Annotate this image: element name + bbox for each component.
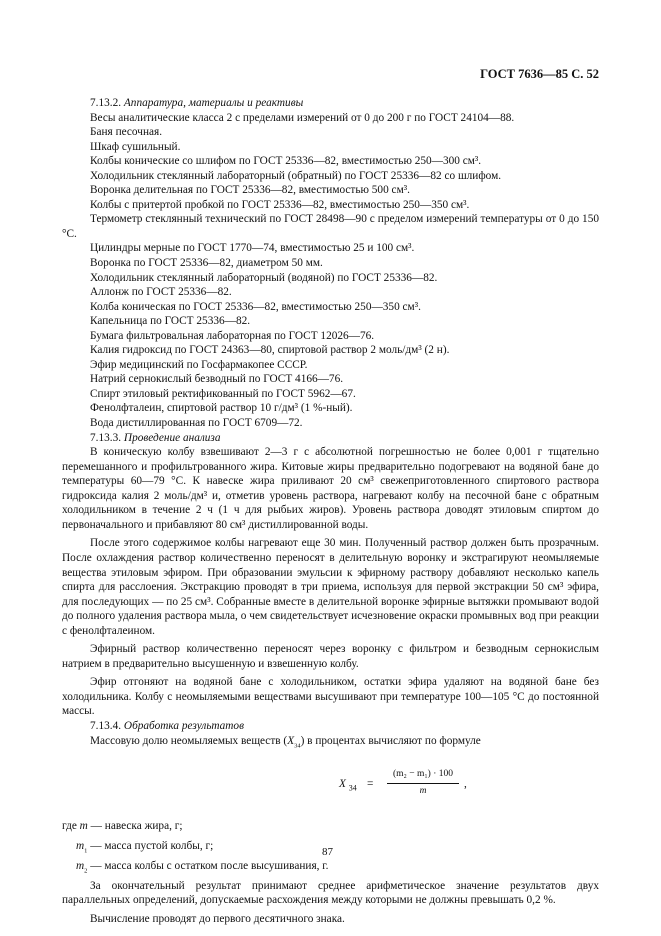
fraction: [387, 767, 459, 798]
list-item: Фенолфталеин, спиртовой раствор 10 г/дм³ (1 %-ный).: [90, 402, 353, 415]
section-heading-analysis: [62, 431, 599, 446]
paragraph: Эфир отгоняют на водяной бане с холодильником, остатки эфира удаляют на водяной бане без холодильника. Колбу с неомыляемыми веществами высушивают при температуре 100—105 °С до постоянной массы.: [62, 676, 599, 718]
final-paragraphs: [62, 879, 599, 927]
apparatus-list: [62, 111, 599, 431]
text: — масса пустой колбы, г;: [87, 840, 214, 853]
variable: X: [339, 778, 346, 791]
section-heading-results: [62, 719, 599, 734]
numerator: (m₂ − m₁) · 100: [387, 767, 459, 784]
text: Массовую долю неомыляемых веществ (: [90, 734, 288, 747]
list-item: Воронка делительная по ГОСТ 25336—82, вместимостью 500 см³.: [90, 184, 410, 197]
list-item: Шкаф сушильный.: [90, 140, 181, 153]
list-item: Калия гидроксид по ГОСТ 24363—80, спиртовой раствор 2 моль/дм³ (2 н).: [90, 344, 450, 357]
list-item: Эфир медицинский по Госфармакопее СССР.: [90, 358, 308, 371]
paragraph: После этого содержимое колбы нагревают еще 30 мин. Полученный раствор должен быть прозрачным. После охлаждения раствор количественно переносят в делительную воронку и экстрагируют неомыляемые вещества этиловым эфиром. При образовании эмульсии к эфирному раствору добавляют несколько капель спирта для расслоения. Экстракцию проводят в три приема, используя для первой экстракции 50 см³ эфира, для последующих — по 25 см³. Собранные вместе в делительной воронке эфирные вытяжки промывают водой до полного удаления раствора мыла, о чем свидетельствует исчезновение окраски промывных вод при реакции с фенолфталеином.: [62, 537, 599, 637]
list-item: Воронка по ГОСТ 25336—82, диаметром 50 мм.: [90, 257, 323, 270]
list-item: Бумага фильтровальная лабораторная по ГОСТ 12026—76.: [90, 329, 375, 342]
page-number: 87: [322, 846, 333, 858]
text: ) в процентах вычисляют по формуле: [300, 734, 481, 747]
list-item: Цилиндры мерные по ГОСТ 1770—74, вместимостью 25 и 100 см³.: [90, 242, 415, 255]
variable: m: [76, 859, 85, 872]
list-item: Колбы с притертой пробкой по ГОСТ 25336—82, вместимостью 250—350 см³.: [90, 198, 470, 211]
variable: X: [287, 734, 295, 747]
paragraph: Эфирный раствор количественно переносят через воронку с фильтром и безводным сернокислым натрием в предварительно высушенную и взвешенную колбу.: [62, 643, 599, 670]
text: — масса колбы с остатком после высушивания, г.: [87, 859, 329, 872]
text: — навеска жира, г;: [87, 820, 183, 833]
section-number: 7.13.2.: [90, 97, 122, 109]
list-item: Холодильник стеклянный лабораторный (водяной) по ГОСТ 25336—82.: [90, 271, 438, 284]
formula-lhs: [339, 777, 357, 796]
document-body: [62, 96, 599, 926]
section-title: Обработка результатов: [123, 719, 244, 732]
denominator: m: [419, 785, 427, 796]
analysis-paragraphs: [62, 445, 599, 719]
page-header: ГОСТ 7636—85 С. 52: [480, 67, 599, 81]
paragraph: В коническую колбу взвешивают 2—3 г с абсолютной погрешностью не более 0,001 г тщательно перемешанного и профильтрованного жира. Китовые жиры предварительно подогревают на водяной бане до температуры 60—79 °С. К навеске жира приливают 20 см³ свежеприготовленного спиртового раствора гидроксида калия 2 моль/дм³ и, отметив уровень раствора, нагревают колбу на песочной бане с обратным холодильником в течение 2 ч (1 ч для рыбьих жиров). Уровень раствора доводят этиловым спиртом до первоначального и прибавляют 80 см³ дистиллированной воды.: [62, 446, 599, 531]
paragraph: За окончательный результат принимают среднее арифметическое значение результатов двух параллельных определений, допускаемые расхождения между которыми не должны превышать 0,2 %.: [62, 879, 599, 907]
variable: m: [79, 820, 88, 833]
section-number: 7.13.3.: [90, 431, 122, 444]
list-item: Весы аналитические класса 2 с пределами измерений от 0 до 200 г по ГОСТ 24104—88.: [90, 111, 515, 124]
list-item: Капельница по ГОСТ 25336—82.: [90, 315, 251, 328]
formula: [62, 761, 599, 819]
list-item: Спирт этиловый ректификованный по ГОСТ 5962—67.: [90, 387, 356, 400]
section-title: Аппаратура, материалы и реактивы: [123, 97, 304, 109]
text: где: [62, 820, 80, 833]
section-heading-apparatus: [62, 96, 599, 111]
list-item: Натрий сернокислый безводный по ГОСТ 4166—76.: [90, 373, 344, 386]
formula-intro: [62, 734, 599, 754]
list-item: Баня песочная.: [90, 126, 163, 139]
list-item: Колба коническая по ГОСТ 25336—82, вместимостью 250—350 см³.: [90, 300, 421, 313]
section-title: Проведение анализа: [123, 431, 221, 444]
list-item: Аллонж по ГОСТ 25336—82.: [90, 286, 232, 299]
section-number: 7.13.4.: [90, 719, 122, 732]
definition-line: [62, 819, 599, 839]
list-item: Термометр стеклянный технический по ГОСТ 28498—90 с пределом измерений температуры от 0 до 150 °С.: [62, 213, 599, 240]
subscript: 2: [84, 867, 88, 875]
subscript: 1: [84, 847, 88, 855]
equals-sign: =: [367, 778, 374, 791]
subscript: 34: [348, 783, 357, 793]
paragraph: Вычисление проводят до первого десятичного знака.: [90, 912, 345, 925]
subscript: 34: [294, 741, 301, 749]
formula-comma: ,: [464, 778, 467, 791]
variable: m: [76, 840, 85, 853]
definition-line: [62, 859, 599, 879]
list-item: Колбы конические со шлифом по ГОСТ 25336—82, вместимостью 250—300 см³.: [90, 155, 482, 168]
list-item: Холодильник стеклянный лабораторный (обратный) по ГОСТ 25336—82 со шлифом.: [90, 169, 502, 182]
list-item: Вода дистиллированная по ГОСТ 6709—72.: [90, 417, 303, 430]
